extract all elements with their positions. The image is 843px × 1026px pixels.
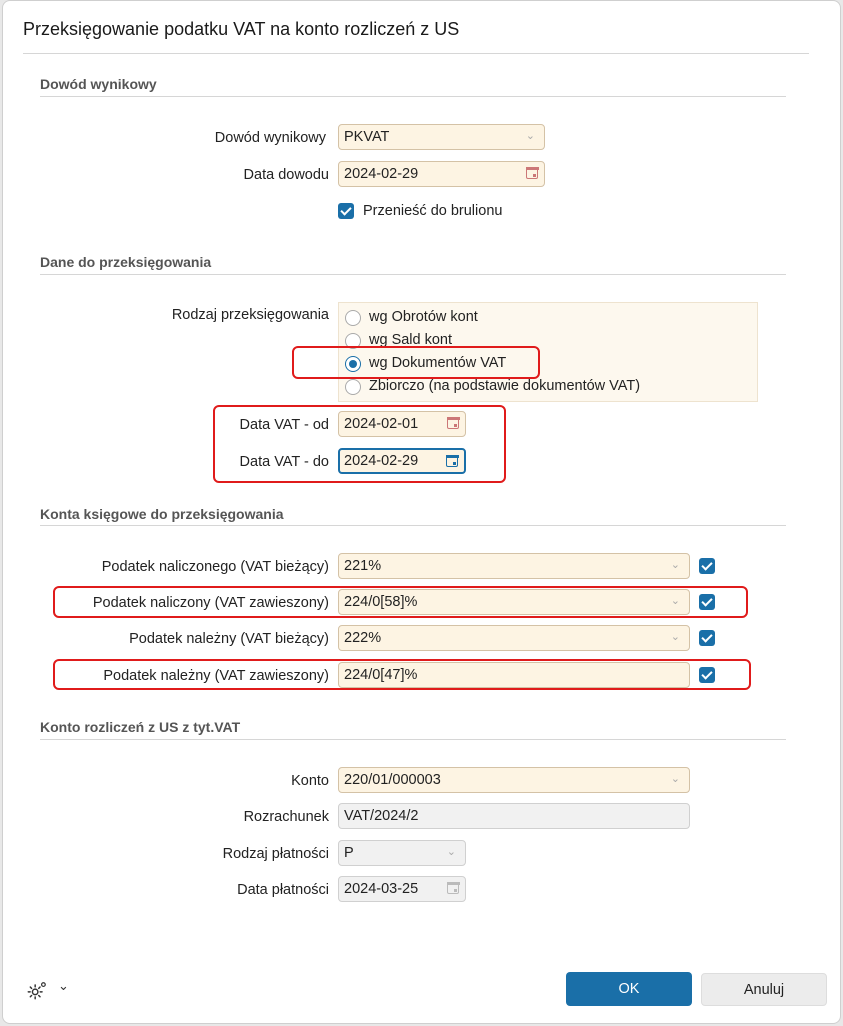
- vat-do-value: 2024-02-29: [344, 453, 419, 469]
- gear-icon[interactable]: [26, 980, 48, 1002]
- rozrachunek-value: VAT/2024/2: [344, 808, 419, 824]
- title-divider: [23, 53, 809, 54]
- rodzaj-platnosci-select[interactable]: [338, 840, 466, 866]
- section-dowod-header: Dowód wynikowy: [40, 76, 157, 92]
- brulion-label: Przenieść do brulionu: [363, 203, 503, 219]
- calendar-icon[interactable]: [526, 167, 538, 179]
- vat-od-label: Data VAT - od: [239, 417, 329, 433]
- dialog-title: Przeksięgowanie podatku VAT na konto rozliczeń z US: [23, 19, 460, 39]
- section-dane-header: Dane do przeksięgowania: [40, 254, 212, 270]
- data-dowodu-input[interactable]: [338, 161, 545, 187]
- vat-od-value: 2024-02-01: [344, 416, 419, 432]
- chevron-down-icon: ⌄: [670, 773, 680, 785]
- highlight-vat-dates: [213, 405, 506, 483]
- rodzaj-platnosci-value: P: [344, 845, 354, 861]
- brulion-checkbox[interactable]: [338, 203, 354, 219]
- radio-zbiorczo[interactable]: [345, 379, 361, 395]
- konto-naliczony-biezacy-select[interactable]: [338, 553, 690, 579]
- konto-value: 224/0[58]%: [344, 594, 418, 610]
- chevron-down-icon: ⌄: [670, 595, 680, 607]
- dowod-select[interactable]: [338, 124, 545, 150]
- chevron-down-icon: ⌄: [670, 631, 680, 643]
- highlight-naliczony-zawieszony: [53, 586, 748, 618]
- rodzaj-platnosci-label: Rodzaj płatności: [222, 846, 329, 862]
- rodzaj-label: Rodzaj przeksięgowania: [171, 307, 329, 323]
- data-platnosci-value: 2024-03-25: [344, 881, 419, 897]
- radio-dokumenty-vat-label[interactable]: wg Dokumentów VAT: [369, 355, 507, 371]
- dowod-label: Dowód wynikowy: [214, 130, 326, 146]
- chevron-down-icon: ⌄: [525, 130, 535, 142]
- data-platnosci-input: [338, 876, 466, 902]
- highlight-radio-dokumenty: [292, 346, 540, 379]
- section-divider: [40, 525, 786, 526]
- data-dowodu-label: Data dowodu: [243, 167, 329, 183]
- ok-button[interactable]: OK: [566, 972, 692, 1006]
- konto-row-label: Podatek naliczonego (VAT bieżący): [101, 559, 329, 575]
- konto-nalezny-biezacy-checkbox[interactable]: [699, 630, 715, 646]
- konto-us-label: Konto: [291, 773, 329, 789]
- konto-nalezny-biezacy-select[interactable]: [338, 625, 690, 651]
- radio-zbiorczo-label[interactable]: Zbiorczo (na podstawie dokumentów VAT): [369, 378, 641, 394]
- cancel-button[interactable]: Anuluj: [701, 973, 827, 1006]
- rozrachunek-field: [338, 803, 690, 829]
- dowod-value: PKVAT: [344, 129, 390, 145]
- konto-row-label: Podatek należny (VAT bieżący): [129, 631, 329, 647]
- konto-naliczony-biezacy-checkbox[interactable]: [699, 558, 715, 574]
- radio-obroty-label[interactable]: wg Obrotów kont: [369, 309, 478, 325]
- chevron-down-icon: ⌄: [670, 559, 680, 571]
- konto-row-label: Podatek naliczony (VAT zawieszony): [92, 595, 329, 611]
- section-divider: [40, 96, 786, 97]
- konto-value: 221%: [344, 558, 382, 574]
- section-konto-us-header: Konto rozliczeń z US z tyt.VAT: [40, 719, 241, 735]
- section-konta-header: Konta księgowe do przeksięgowania: [40, 506, 284, 522]
- konto-value: 222%: [344, 630, 382, 646]
- vat-do-label: Data VAT - do: [239, 454, 329, 470]
- chevron-down-icon: ⌄: [446, 846, 456, 858]
- konto-us-value: 220/01/000003: [344, 772, 441, 788]
- konto-value: 224/0[47]%: [344, 667, 418, 683]
- radio-obroty[interactable]: [345, 310, 361, 326]
- highlight-nalezny-zawieszony: [53, 659, 751, 690]
- radio-salda-label[interactable]: wg Sald kont: [369, 332, 453, 348]
- data-platnosci-label: Data płatności: [237, 882, 329, 898]
- section-divider: [40, 739, 786, 740]
- calendar-icon: [447, 882, 459, 894]
- konto-row-label: Podatek należny (VAT zawieszony): [103, 668, 329, 684]
- konto-us-select[interactable]: [338, 767, 690, 793]
- section-divider: [40, 274, 786, 275]
- data-dowodu-value: 2024-02-29: [344, 166, 419, 182]
- chevron-down-icon[interactable]: ⌄: [58, 978, 69, 993]
- rozrachunek-label: Rozrachunek: [243, 809, 329, 825]
